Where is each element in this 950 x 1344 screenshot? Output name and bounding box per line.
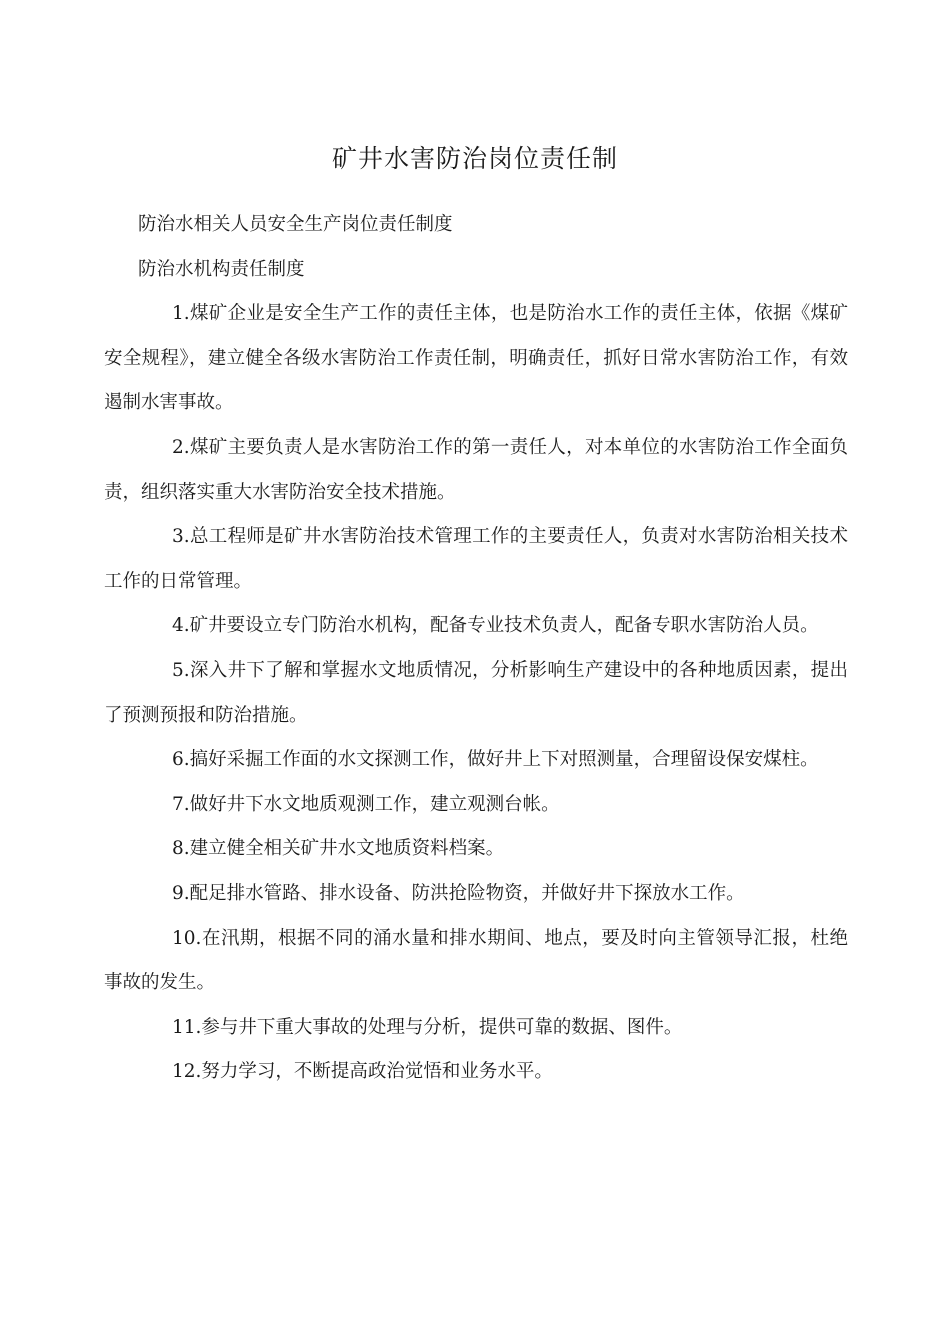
item-number: 2. (172, 436, 190, 458)
item-number: 10. (172, 927, 202, 949)
item-text: 配足排水管路、排水设备、防洪抢险物资，并做好井下探放水工作。 (189, 882, 745, 904)
document-title: 矿井水害防治岗位责任制 (331, 144, 618, 173)
item-text: 努力学习，不断提高政治觉悟和业务水平。 (201, 1061, 553, 1083)
item-number: 4. (172, 615, 190, 637)
item-number: 1. (172, 303, 190, 325)
list-item (104, 604, 848, 649)
item-text: 在汛期，根据不同的涌水量和排水期间、地点，要及时向主管领导汇报，杜绝事故的发生。 (104, 927, 848, 994)
item-text: 煤矿企业是安全生产工作的责任主体，也是防治水工作的责任主体，依据《煤矿安全规程》，建立健全各级水害防治工作责任制，明确责任，抓好日常水害防治工作，有效遏制水害事故。 (104, 303, 848, 414)
list-item (104, 872, 848, 917)
item-number: 12. (172, 1061, 202, 1083)
item-text: 煤矿主要负责人是水害防治工作的第一责任人，对本单位的水害防治工作全面负责，组织落实重大水害防治安全技术措施。 (104, 436, 848, 503)
subtitle: 防治水相关人员安全生产岗位责任制度 (138, 214, 453, 235)
item-text: 总工程师是矿井水害防治技术管理工作的主要责任人，负责对水害防治相关技术工作的日常管理。 (104, 526, 848, 592)
list-item (104, 783, 848, 828)
section-heading: 防治水机构责任制度 (138, 258, 305, 280)
item-number: 7. (172, 793, 190, 815)
list-item (104, 515, 848, 604)
list-item (104, 292, 848, 426)
item-text: 矿井要设立专门防治水机构，配备专业技术负责人，配备专职水害防治人员。 (189, 615, 819, 637)
list-item (104, 426, 848, 515)
item-number: 3. (172, 526, 190, 548)
item-text: 深入井下了解和掌握水文地质情况，分析影响生产建设中的各种地质因素，提出了预测预报和防治措施。 (104, 659, 848, 726)
list-item (104, 649, 848, 738)
item-number: 6. (172, 749, 190, 771)
list-item (104, 1006, 848, 1051)
item-text: 建立健全相关矿井水文地质资料档案。 (189, 838, 505, 860)
item-text: 做好井下水文地质观测工作，建立观测台帐。 (189, 793, 560, 815)
item-number: 8. (172, 838, 190, 860)
item-text: 参与井下重大事故的处理与分析，提供可靠的数据、图件。 (201, 1016, 683, 1038)
list-item (104, 1050, 848, 1095)
list-item (104, 738, 848, 783)
item-number: 5. (172, 659, 190, 681)
item-text: 搞好采掘工作面的水文探测工作，做好井上下对照测量，合理留设保安煤柱。 (189, 749, 819, 771)
item-number: 11. (172, 1016, 202, 1038)
list-item (104, 827, 848, 872)
item-number: 9. (172, 882, 190, 904)
list-item (104, 917, 848, 1006)
document-body (104, 203, 848, 1095)
